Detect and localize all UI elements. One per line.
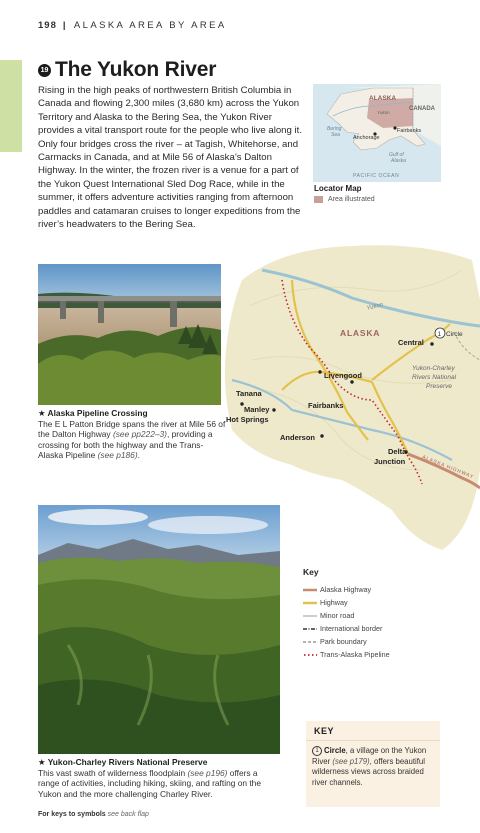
key-item-minor-road: [303, 609, 390, 622]
preserve-caption-title-row: ★ Yukon-Charley Rivers National Preserve: [38, 757, 208, 767]
map-label-manley-2: Hot Springs: [226, 415, 269, 424]
key-swatch-border: [303, 625, 317, 633]
key-sights-rule: [306, 740, 440, 741]
locator-label-pacific: PACIFIC OCEAN: [353, 173, 400, 179]
bridge-caption-ref-1: (see pp222–3): [112, 429, 167, 440]
map-label-anderson: Anderson: [280, 433, 316, 442]
key-title: Key: [303, 567, 319, 577]
bridge-caption-title-row: ★ Alaska Pipeline Crossing: [38, 408, 148, 418]
area-map: [222, 240, 480, 560]
central-dot: [430, 342, 433, 345]
preserve-caption-text-1: This vast swath of wilderness floodplain: [38, 767, 188, 778]
key-item-alaska-highway: [303, 583, 390, 596]
footer-bold: For keys to symbols: [38, 811, 106, 818]
map-label-alaska-highway: ALASKA HIGHWAY: [421, 454, 475, 481]
footer-ref: see back flap: [107, 811, 149, 818]
key-item-highway: [303, 596, 390, 609]
key-item-border: [303, 622, 390, 635]
key-label: Minor road: [320, 611, 355, 620]
bridge-photo: [38, 264, 221, 405]
key-label: International border: [320, 624, 383, 633]
key-item-park-boundary: [303, 635, 390, 648]
locator-legend: [314, 196, 375, 203]
bridge-caption-text-1: The E L Patton Bridge spans the river at Mile 56 of the Dalton Highway: [38, 418, 226, 440]
key-sight-ref: (see p179): [332, 756, 370, 766]
fairbanks-dot: [350, 380, 353, 383]
map-label-circle: Circle: [446, 331, 463, 338]
key-label: Highway: [320, 598, 348, 607]
livengood-dot: [318, 370, 321, 373]
key-swatch-highway: [303, 599, 317, 607]
preserve-caption-ref-1: (see p196): [187, 767, 228, 778]
key-sights-title: KEY: [314, 726, 335, 736]
locator-label-bering: Bering: [327, 126, 342, 132]
map-label-manley-1: Manley: [244, 405, 270, 414]
area-illustrated-swatch: [314, 196, 323, 203]
chapter-color-tab: [0, 60, 22, 152]
map-label-tanana: Tanana: [236, 389, 262, 398]
bridge-caption-text-2: , providing a crossing for both the highway and the Trans-Alaska Pipeline: [38, 429, 213, 461]
locator-label-alaska: ALASKA: [369, 95, 397, 102]
key-sight-name: Circle: [324, 746, 346, 756]
key-label: Trans-Alaska Pipeline: [320, 650, 390, 659]
key-swatch-park-boundary: [303, 638, 317, 646]
map-label-central: Central: [398, 338, 424, 347]
sight-number-badge: 19: [38, 64, 51, 77]
bridge-caption-ref-2: (see p186): [97, 450, 138, 461]
locator-label-yukon: Yukon: [377, 110, 390, 115]
anderson-dot: [320, 434, 323, 437]
manley-dot: [272, 408, 275, 411]
locator-legend-label: Area illustrated: [328, 196, 375, 203]
key-list: [303, 583, 390, 661]
locator-map: [313, 84, 441, 182]
header-separator: |: [62, 20, 68, 31]
numbered-circle-icon: 1: [312, 746, 322, 756]
locator-caption: Locator Map: [314, 184, 362, 193]
key-sight-text-2: , offers beautiful wilderness views across braided river channels.: [312, 756, 425, 787]
map-label-fairbanks: Fairbanks: [308, 401, 344, 410]
key-swatch-alaska-highway: [303, 586, 317, 594]
map-label-delta-1: Delta: [388, 447, 407, 456]
bridge-caption-text-3: .: [137, 450, 140, 461]
key-sight-text-1: , a village on the Yukon River: [312, 746, 427, 766]
map-label-alaska: ALASKA: [340, 328, 381, 338]
map-label-preserve-2: Rivers National: [412, 374, 457, 381]
map-land: [225, 245, 480, 550]
title-row: [38, 58, 216, 82]
key-item-pipeline: [303, 648, 390, 661]
footer-note: [38, 811, 149, 818]
key-swatch-minor-road: [303, 612, 317, 620]
map-label-delta-2: Junction: [374, 457, 406, 466]
map-label-preserve-1: Yukon-Charley: [412, 365, 455, 372]
section-title: ALASKA AREA BY AREA: [73, 20, 227, 31]
locator-label-sea: Sea: [331, 132, 340, 138]
page-title: The Yukon River: [55, 58, 217, 81]
map-label-preserve-3: Preserve: [426, 383, 453, 390]
key-sights-text: [312, 746, 436, 788]
locator-label-anchorage: Anchorage: [353, 135, 380, 141]
locator-label-gulf-2: Alaska: [391, 158, 407, 164]
preserve-caption-title: Yukon-Charley Rivers National Preserve: [47, 757, 208, 767]
running-head: [38, 20, 227, 31]
bridge-caption-title: Alaska Pipeline Crossing: [47, 408, 148, 418]
preserve-caption: [38, 757, 278, 799]
map-label-yukon: Yukon: [366, 302, 384, 312]
intro-paragraph: Rising in the high peaks of northwestern British Columbia in Canada and flowing 2,300 miles (3,680 km) across the Yukon Territory and Alaska to the Bering Sea, the Yukon River provides a vital transport route for the people who live along it. Only four bridges cross the river – at Tagish, Whitehorse, and Carmacks in Canada, and at Mile 56 of Alaska’s Dalton Highway. In the winter, the frozen river is a venue for a part of the Yukon Quest International Sled Dog Race, while in the summer, it offers adventure activities ranging from afternoon paddles and catamaran cruises to longer expeditions from the river’s headwaters to the Bering Sea.: [38, 85, 302, 231]
map-label-livengood: Livengood: [324, 371, 362, 380]
page-number: 198: [38, 20, 57, 31]
locator-label-fairbanks: Fairbanks: [397, 128, 422, 134]
locator-label-gulf-1: Gulf of: [389, 152, 404, 158]
circle-number: 1: [437, 331, 442, 338]
key-label: Alaska Highway: [320, 585, 372, 594]
locator-label-canada: CANADA: [409, 106, 435, 112]
key-label: Park boundary: [320, 637, 367, 646]
preserve-caption-text-2: offers a range of activities, including hiking, skiing, and rafting on the Yukon and the more challenging Charley River.: [38, 767, 262, 799]
key-swatch-pipeline: [303, 651, 317, 659]
bridge-caption: [38, 408, 228, 461]
